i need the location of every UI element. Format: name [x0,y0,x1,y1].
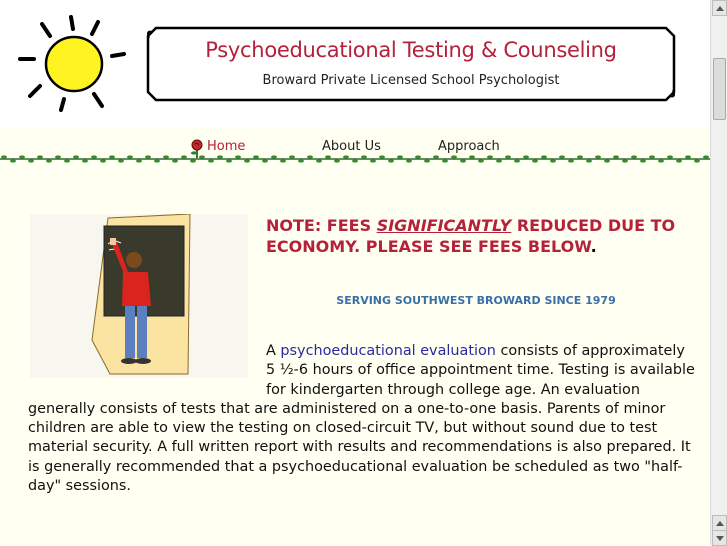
vine-leaf [64,159,70,162]
vine-leaf [433,155,439,158]
vine-leaf [541,155,547,158]
scroll-up-button[interactable] [712,0,727,16]
vine-leaf [235,155,241,158]
vine-leaf [397,155,403,158]
vine-leaf [424,159,430,162]
psychoeducational-evaluation-link[interactable]: psychoeducational evaluation [280,343,496,359]
vine-leaf [460,159,466,162]
paragraph-text: consists of approximately 5 ½-6 hours of office appointment time. Testing is available for kindergarten through college age. An evaluation generally consists of tests that are administered on a one-to-one basis. Parents of minor children are able to view the testing on closed-circuit TV, but without sound due to test material security. A full written report with results and recommendations is also prepared. It is generally recommended that a psychoeducational evaluation be scheduled as two "half-day" sessions. [28,343,695,495]
vine-leaf [388,159,394,162]
vine-leaf [325,155,331,158]
vine-leaf [487,155,493,158]
notice-text-before: NOTE: FEES [266,216,377,235]
vine-leaf [568,159,574,162]
vine-leaf [523,155,529,158]
vine-leaf [46,159,52,162]
vine-leaf [262,159,268,162]
vine-leaf [208,159,214,162]
vine-leaf [622,159,628,162]
vine-leaf [451,155,457,158]
vine-leaf [613,155,619,158]
vine-leaf [586,159,592,162]
vine-leaf [352,159,358,162]
vine-leaf [154,159,160,162]
scroll-up-button-lower[interactable] [712,515,727,531]
vine-leaf [442,159,448,162]
vine-leaf [577,155,583,158]
vine-leaf [667,155,673,158]
vine-leaf [109,155,115,158]
scroll-up-icon [716,521,724,526]
vine-leaf [163,155,169,158]
vine-leaf [100,159,106,162]
vine-leaf [280,159,286,162]
serving-tagline: SERVING SOUTHWEST BROWARD SINCE 1979 [336,294,616,307]
site-subtitle: Broward Private Licensed School Psychologist [262,73,560,88]
notice-text-after: REDUCED DUE TO ECONOMY. PLEASE SEE FEES BELOW [266,216,676,256]
vine-leaf [469,155,475,158]
vine-leaf [505,155,511,158]
header [0,0,710,128]
vine-leaf [190,159,196,162]
vine-leaf [379,155,385,158]
vine-leaf [82,159,88,162]
vine-leaf [298,159,304,162]
vine-leaf [316,159,322,162]
vine-leaf [253,155,259,158]
evaluation-paragraph [28,342,698,496]
vine-leaf [91,155,97,158]
scroll-down-icon [716,536,724,541]
vine-leaf [550,159,556,162]
vine-leaf [406,159,412,162]
site-title: Psychoeducational Testing & Counseling [205,38,617,62]
vine-leaf [244,159,250,162]
vine-leaf [19,155,25,158]
notice-period: . [590,237,597,256]
scroll-down-button[interactable] [712,530,727,546]
vine-leaf [217,155,223,158]
vine-divider [0,154,710,164]
nav-about-link[interactable]: About Us [322,139,381,154]
vine-leaf [199,155,205,158]
vine-leaf [145,155,151,158]
vine-leaf [685,155,691,158]
vine-leaf [703,155,709,158]
vine-leaf [307,155,313,158]
fees-notice [266,215,706,257]
vine-leaf [334,159,340,162]
vine-leaf [172,159,178,162]
vine-leaf [127,155,133,158]
vine-leaf [631,155,637,158]
scrollbar-thumb[interactable] [713,58,726,120]
vine-leaf [118,159,124,162]
vine-leaf [343,155,349,158]
vine-leaf [640,159,646,162]
notice-emphasis: SIGNIFICANTLY [376,216,512,235]
vine-leaf [73,155,79,158]
vine-leaf [1,155,7,158]
vine-leaf [370,159,376,162]
vine-leaf [415,155,421,158]
paragraph-lead: A [266,343,281,359]
title-banner [146,26,676,102]
vine-leaf [478,159,484,162]
sun-icon [14,14,132,114]
vine-leaf [514,159,520,162]
vine-leaf [658,159,664,162]
vine-leaf [37,155,43,158]
vine-leaf [181,155,187,158]
vine-leaf [649,155,655,158]
vine-leaf [28,159,34,162]
vine-leaf [694,159,700,162]
vine-leaf [55,155,61,158]
vine-leaf [271,155,277,158]
nav-approach-link[interactable]: Approach [438,139,500,154]
vine-leaf [559,155,565,158]
vertical-scrollbar[interactable] [710,0,727,545]
vine-leaf [361,155,367,158]
vine-leaf [532,159,538,162]
vine-leaf [496,159,502,162]
vine-leaf [226,159,232,162]
vine-leaf [136,159,142,162]
vine-leaf [604,159,610,162]
vine-leaf [595,155,601,158]
scroll-up-icon [716,6,724,11]
vine-leaf [10,159,16,162]
vine-leaf [289,155,295,158]
vine-leaf [676,159,682,162]
nav-home-link[interactable]: Home [207,139,246,154]
